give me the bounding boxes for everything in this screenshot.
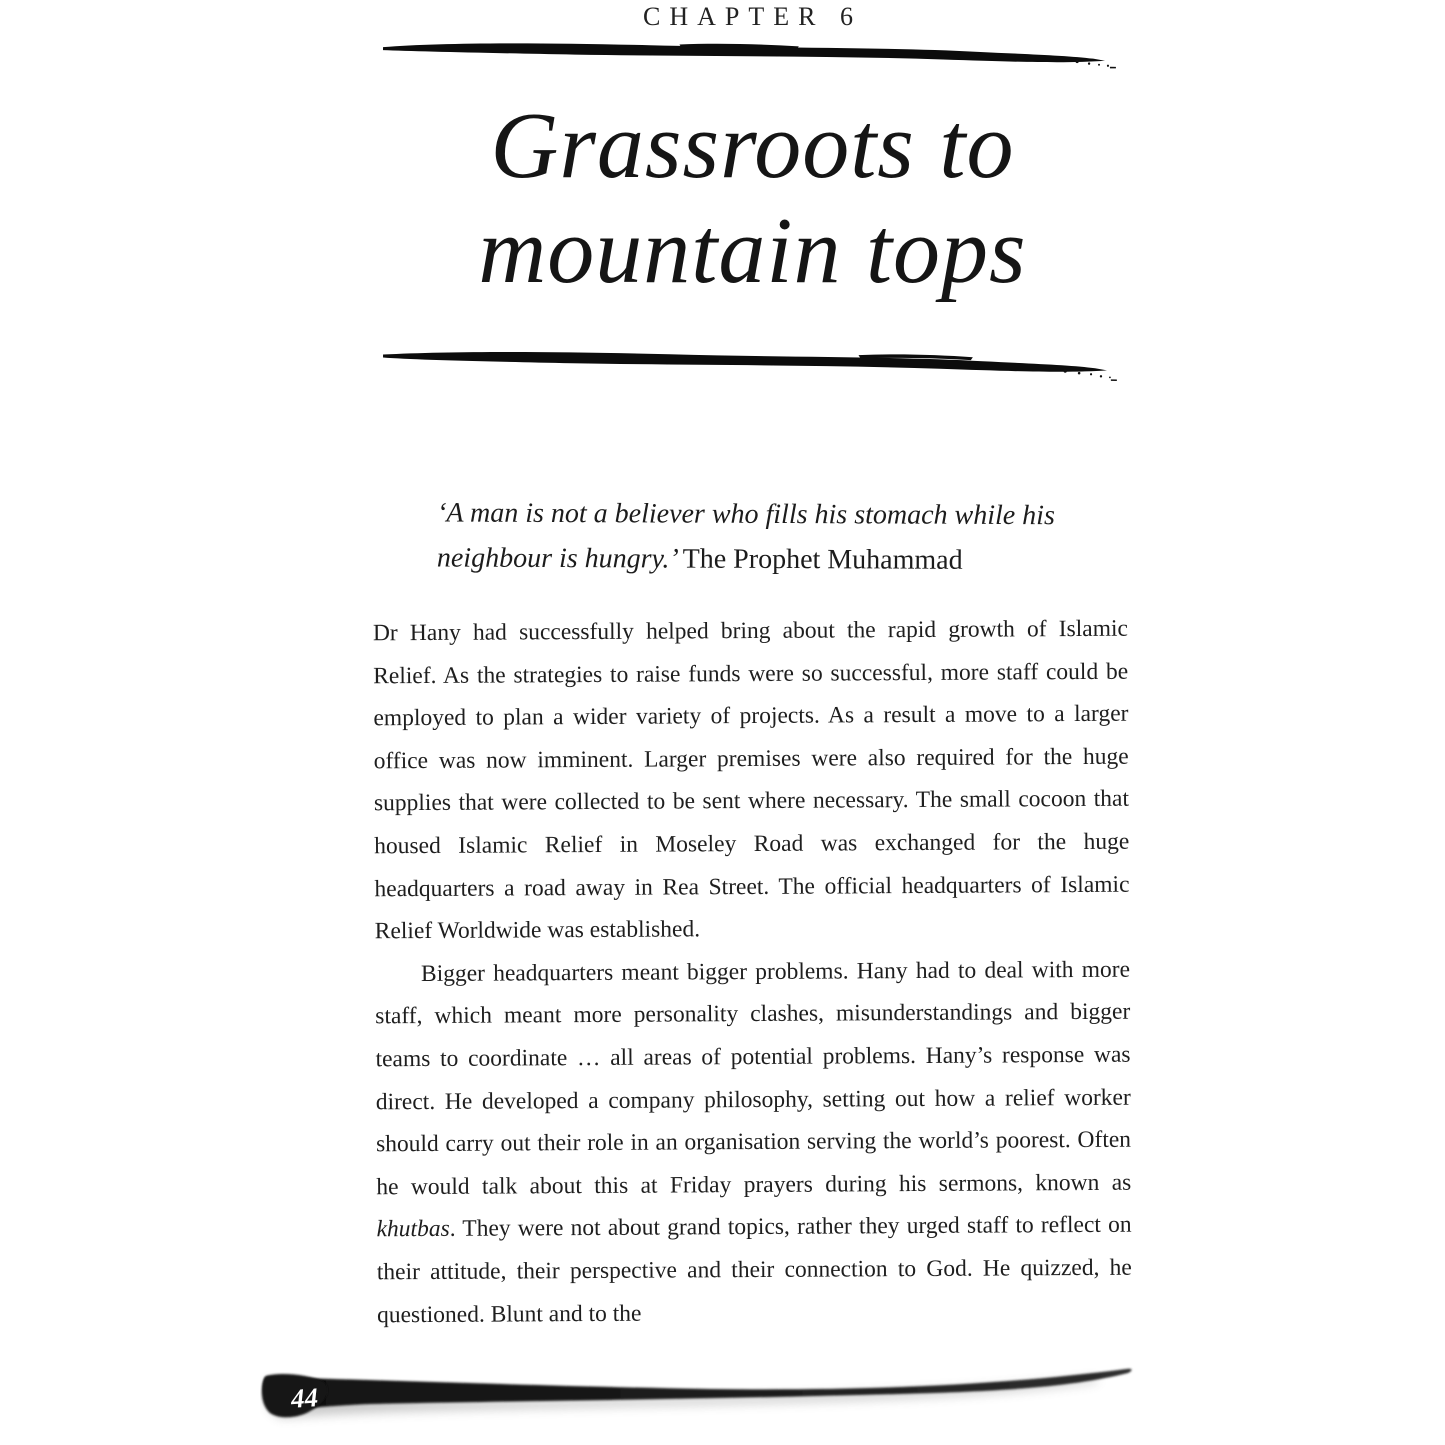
quote-attribution: The Prophet Muhammad [682,543,963,576]
paragraph-2-after: . They were not about grand topics, rather they urged staff to reflect on their attitude, their perspective and their connection to God. He quizzed, he questioned. Blunt and to the [376,1212,1132,1328]
brush-rule-top-decoration [381,35,1117,71]
quote-text: ‘A man is not a believer who fills his stomach while his neighbour is hungry.’ [436,497,1055,575]
epigraph-quote [437,491,1117,584]
chapter-title-line-1: Grassroots to [490,94,1015,198]
page-number: 44 [289,1382,319,1414]
body-text [373,608,1132,1337]
khutbas-term: khutbas [376,1216,450,1243]
paragraph-2 [375,948,1132,1336]
footer-brush-bar-decoration [260,1366,1145,1430]
page-content [372,0,1132,1445]
chapter-label: CHAPTER 6 [643,2,862,31]
chapter-title [375,94,1130,304]
paragraph-2-before: Bigger headquarters meant bigger problems. Hany had to deal with more staff, which meant more personality clashes, misunderstandings and bigger teams to coordinate … all areas of potential problems. Hany’s response was direct. He developed a company philosophy, setting out how a relief worker should carry out their role in an organisation serving the world’s poorest. Often he would talk about this at Friday prayers during his sermons, known as [375,956,1132,1201]
chapter-title-line-2: mountain tops [478,199,1027,303]
paragraph-1: Dr Hany had successfully helped bring about the rapid growth of Islamic Relief. As the strategies to raise funds were so successful, more staff could be employed to plan a wider variety of projects. As a result a move to a larger office was now imminent. Larger premises were also required for the huge supplies that were collected to be sent where necessary. The small cocoon that housed Islamic Relief in Moseley Road was exchanged for the huge headquarters a road away in Rea Street. The official headquarters of Islamic Relief Worldwide was established. [372,615,1130,945]
brush-rule-bottom-decoration [381,344,1117,381]
